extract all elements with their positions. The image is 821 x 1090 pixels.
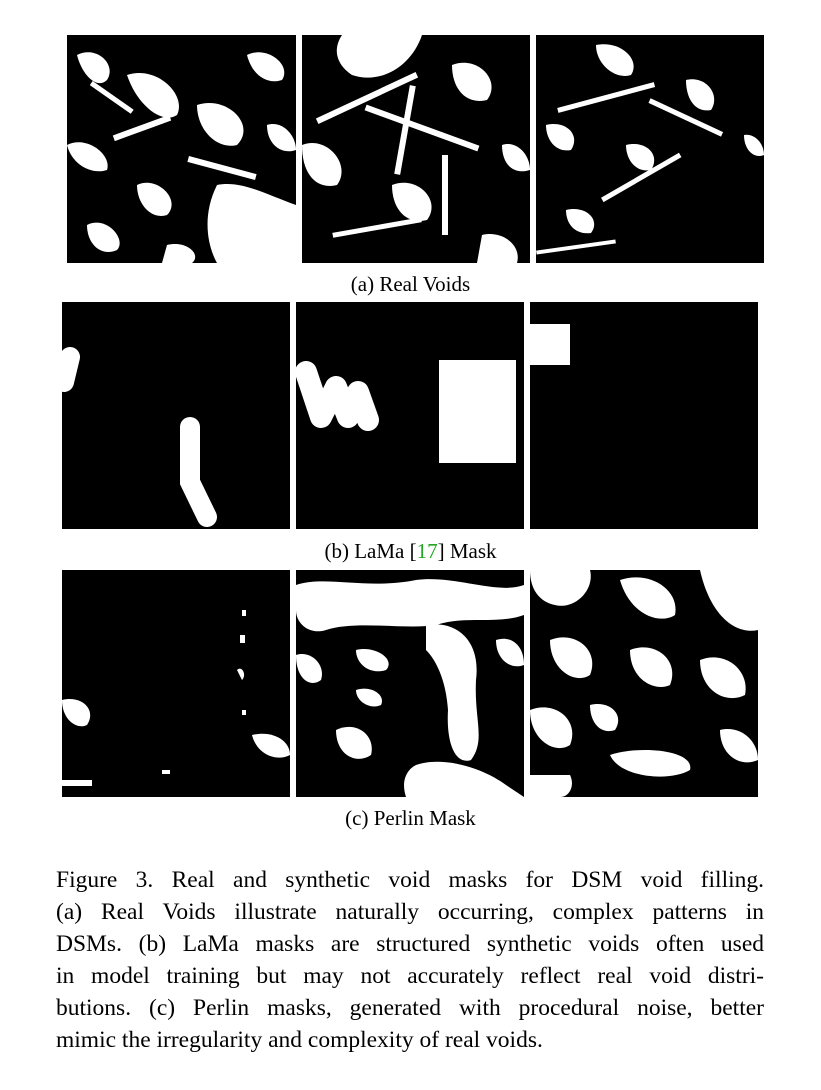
perlin-mask-2 <box>296 570 524 797</box>
lama-mask-3 <box>530 302 758 529</box>
subfigure-caption-a: (a) Real Voids <box>350 272 471 296</box>
figure-caption <box>56 864 764 1056</box>
subfigure-caption-c: (c) Perlin Mask <box>345 806 476 830</box>
perlin-mask-3 <box>530 570 758 797</box>
caption-line: (a) Real Voids illustrate naturally occurring, complex patterns in <box>56 899 764 925</box>
caption-line: mimic the irregularity and complexity of real voids. <box>56 1027 543 1053</box>
caption-line: in model training but may not accurately reflect real void distri- <box>56 963 764 989</box>
lama-mask-2 <box>296 302 524 529</box>
citation-link[interactable]: 17 <box>416 539 438 563</box>
caption-line: butions. (c) Perlin masks, generated with procedural noise, better <box>56 995 764 1021</box>
real-void-mask-2 <box>302 35 530 263</box>
real-void-mask-3 <box>536 35 764 263</box>
real-void-mask-1 <box>67 35 296 263</box>
caption-line: Figure 3. Real and synthetic void masks for DSM void filling. <box>56 867 764 893</box>
caption-line: DSMs. (b) LaMa masks are structured synthetic voids often used <box>56 931 764 957</box>
perlin-mask-1 <box>62 570 290 797</box>
subfigure-caption-b: (b) LaMa [17] Mask <box>324 539 497 563</box>
lama-mask-1 <box>62 302 290 529</box>
